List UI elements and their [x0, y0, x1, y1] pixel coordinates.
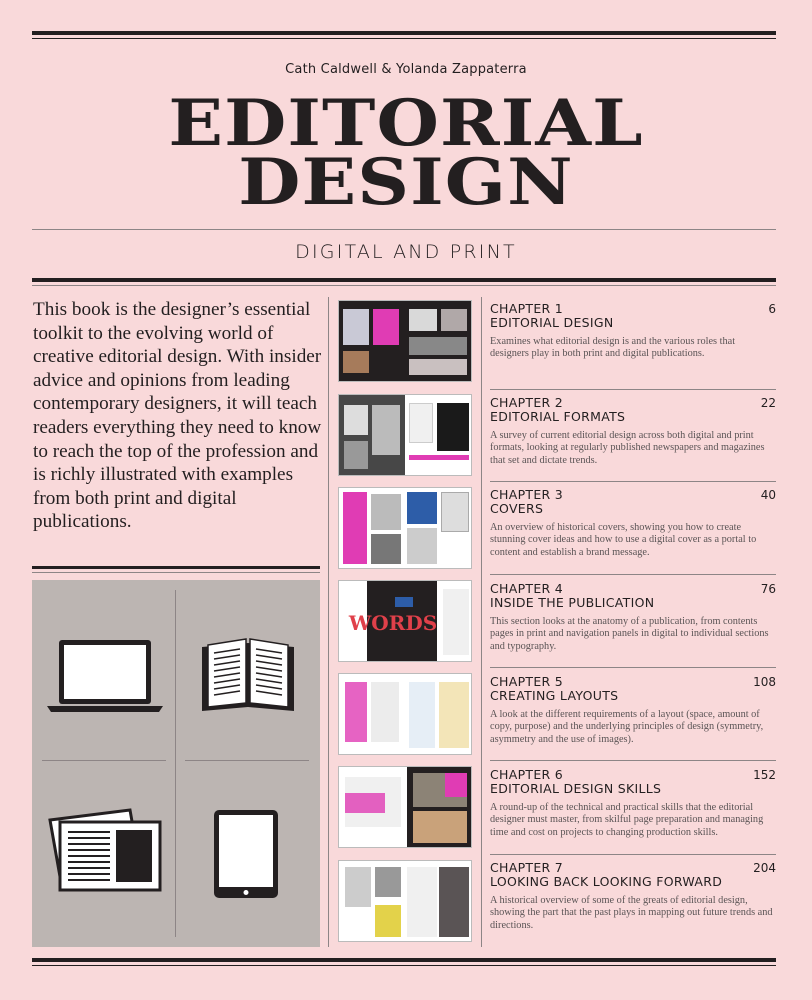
chapter-desc: A round-up of the technical and practical skills that the editorial designer must master, from skilful page preparation and managing time and cost on projects to changing production skills.	[490, 802, 764, 838]
chapter-title: EDITORIAL DESIGN	[490, 315, 614, 330]
chapter-divider	[490, 854, 776, 855]
subtitle-bottom-rule-thin	[32, 285, 776, 286]
chapter-page: 204	[753, 861, 776, 875]
chapter-label: CHAPTER 4	[490, 581, 564, 596]
chapter-page: 152	[753, 768, 776, 782]
blurb-rule-thin	[32, 572, 320, 573]
chapter-label: CHAPTER 3	[490, 487, 564, 502]
chapter-title: CREATING LAYOUTS	[490, 688, 619, 703]
title-line-1: EDITORIAL	[168, 86, 644, 161]
chapter-title: EDITORIAL DESIGN SKILLS	[490, 781, 662, 796]
chapter-label: CHAPTER 1	[490, 301, 564, 316]
chapter-3	[490, 488, 776, 559]
panel-divider-v	[175, 590, 176, 937]
subtitle: DIGITAL AND PRINT	[295, 241, 517, 263]
chapter-divider	[490, 389, 776, 390]
chapter-page: 6	[768, 302, 776, 316]
chapter-4-thumbnail	[338, 580, 472, 662]
chapter-2	[490, 396, 776, 467]
chapter-6-thumbnail	[338, 766, 472, 848]
chapter-2-thumbnail	[338, 394, 472, 476]
chapter-page: 40	[760, 488, 776, 502]
chapter-1	[490, 302, 776, 361]
newspaper-icon	[46, 808, 166, 896]
bottom-rule-thick	[32, 958, 776, 962]
chapter-divider	[490, 574, 776, 575]
column-divider-left	[328, 297, 329, 947]
chapter-page: 22	[760, 396, 776, 410]
open-book-icon	[200, 635, 296, 713]
chapter-divider	[490, 667, 776, 668]
chapter-desc: Examines what editorial design is and the various roles that designers play in both print and digital publications.	[490, 336, 736, 360]
chapter-7-thumbnail	[338, 860, 472, 942]
chapter-title: EDITORIAL FORMATS	[490, 409, 626, 424]
chapter-desc: A historical overview of some of the greats of editorial design, showing the part that the past plays in mapping out future trends and directions.	[490, 895, 773, 931]
chapter-3-thumbnail	[338, 487, 472, 569]
thumbnail-words-text: WORDS	[348, 611, 438, 635]
chapter-1-thumbnail	[338, 300, 472, 382]
book-description: This book is the designer’s essential toolkit to the evolving world of creative editorial design. With insider advice and opinions from leading contemporary designers, it will teach readers everything they need to know to reach the top of the profession and is richly illustrated with examples from both print and digital publications.	[33, 299, 322, 533]
chapter-label: CHAPTER 7	[490, 860, 564, 875]
chapter-label: CHAPTER 6	[490, 767, 564, 782]
chapter-6	[490, 768, 776, 839]
chapter-title: INSIDE THE PUBLICATION	[490, 595, 655, 610]
top-rule-thick	[32, 31, 776, 35]
top-rule-thin	[32, 38, 776, 39]
subtitle-bottom-rule-thick	[32, 278, 776, 282]
panel-divider-h2	[185, 760, 309, 761]
chapter-page: 76	[760, 582, 776, 596]
chapter-4	[490, 582, 776, 653]
chapter-label: CHAPTER 5	[490, 674, 564, 689]
chapter-title: COVERS	[490, 501, 544, 516]
chapter-divider	[490, 481, 776, 482]
chapter-page: 108	[753, 675, 776, 689]
panel-divider-h1	[42, 760, 166, 761]
blurb-rule-thick	[32, 566, 320, 569]
chapter-5	[490, 675, 776, 746]
chapter-5-thumbnail	[338, 673, 472, 755]
chapter-desc: A survey of current editorial design across both digital and print formats, looking at regularly published newspapers and magazines that set and dictate trends.	[490, 430, 765, 466]
column-divider-right	[481, 297, 482, 947]
chapter-desc: An overview of historical covers, showing you how to create stunning cover ideas and how to use a digital cover as a portal to content and establish a brand message.	[490, 522, 757, 558]
subtitle-top-rule	[32, 229, 776, 230]
title-line-2: DESIGN	[238, 145, 574, 220]
chapter-7	[490, 861, 776, 932]
authors: Cath Caldwell & Yolanda Zappaterra	[285, 62, 527, 77]
chapter-desc: A look at the different requirements of a layout (space, amount of copy, purpose) and the underlying principles of design (symmetry, asymmetry and the use of images).	[490, 709, 764, 745]
laptop-icon	[47, 636, 163, 714]
chapter-divider	[490, 760, 776, 761]
chapter-title: LOOKING BACK LOOKING FORWARD	[490, 874, 723, 889]
chapter-label: CHAPTER 2	[490, 395, 564, 410]
device-icons-panel	[32, 580, 320, 947]
bottom-rule-thin	[32, 965, 776, 966]
chapter-desc: This section looks at the anatomy of a publication, from contents pages in print and navigation panels in digital to individual sections and typography.	[490, 616, 769, 652]
tablet-icon	[212, 808, 280, 900]
